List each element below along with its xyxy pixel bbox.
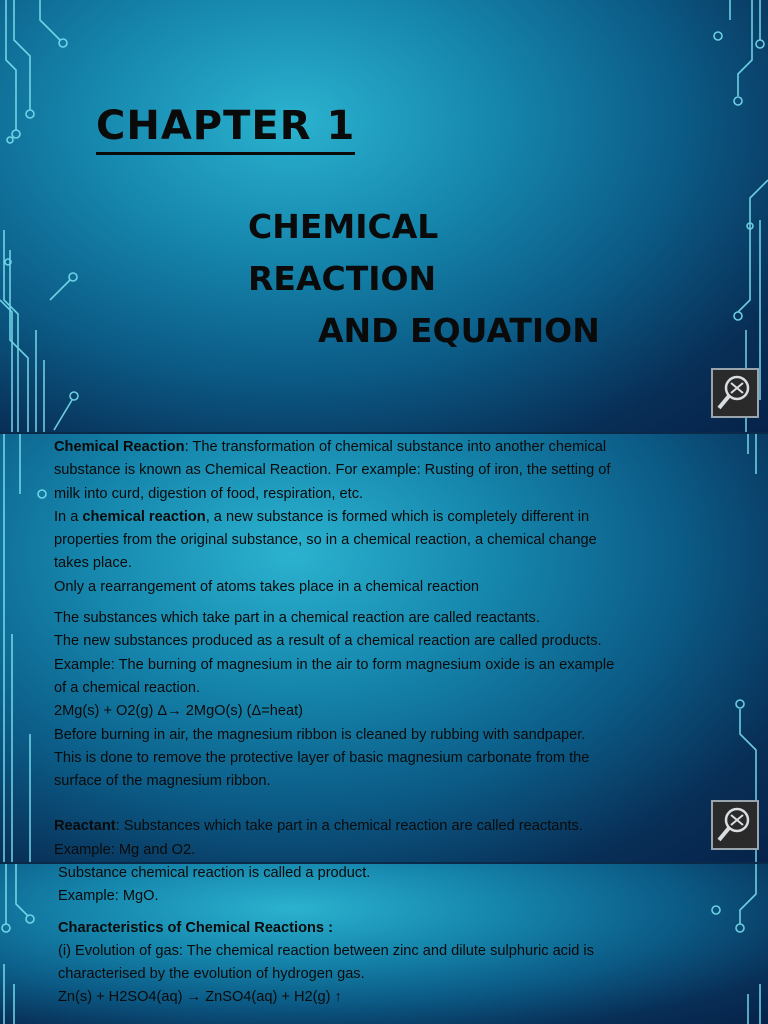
text-line: Example: Mg and O2. xyxy=(54,841,196,858)
title-line-1: CHEMICAL xyxy=(248,207,439,246)
content-slide-2 xyxy=(0,864,768,1024)
text-line: This is done to remove the protective layer of basic magnesium carbonate from the xyxy=(54,749,590,766)
heading-text: Characteristics of Chemical Reactions : xyxy=(58,919,333,936)
text-line: Before burning in air, the magnesium ribbon is cleaned by rubbing with sandpaper. xyxy=(54,726,586,743)
text-line: The substances which take part in a chemical reaction are called reactants. xyxy=(54,610,540,627)
title-slide xyxy=(0,0,768,432)
content-slide-1 xyxy=(0,434,768,862)
text-line: Substance chemical reaction is called a product. xyxy=(58,865,371,881)
text-line: takes place. xyxy=(54,555,132,572)
text-line: : The transformation of chemical substance into another chemical xyxy=(184,439,607,455)
text-line: of a chemical reaction. xyxy=(54,679,201,696)
text-line: Example: MgO. xyxy=(58,888,159,905)
title-line-3: AND EQUATION xyxy=(318,311,600,350)
equation-magnesium: 2Mg(s) + O2(g) Δ→ 2MgO(s) (Δ=heat) xyxy=(54,703,303,720)
heading-characteristics xyxy=(58,917,738,940)
text-line: milk into curd, digestion of food, respiration, etc. xyxy=(54,485,364,502)
term-chemical-reaction: Chemical Reaction xyxy=(54,439,185,455)
text-line: Only a rearrangement of atoms takes place in a chemical reaction xyxy=(54,578,480,595)
slide3-text xyxy=(58,864,738,1010)
text-line: (i) Evolution of gas: The chemical reaction between zinc and dilute sulphuric acid is xyxy=(58,942,594,959)
title-line-2: REACTION xyxy=(248,259,437,298)
term-chemical-reaction-2: chemical reaction xyxy=(82,508,206,525)
magnifier-logo-icon xyxy=(711,800,759,850)
para-reactant xyxy=(54,815,734,838)
text-line: The new substances produced as a result of a chemical reaction are called products. xyxy=(54,633,602,650)
text-line: properties from the original substance, so in a chemical reaction, a chemical change xyxy=(54,532,597,549)
text-line: , a new substance is formed which is completely different in xyxy=(205,508,590,525)
text-line: substance is known as Chemical Reaction. For example: Rusting of iron, the setting of xyxy=(54,462,611,479)
text-line: surface of the magnesium ribbon. xyxy=(54,773,271,790)
term-reactant: Reactant xyxy=(54,818,116,835)
text-line: : Substances which take part in a chemical reaction are called reactants. xyxy=(115,818,583,835)
magnifier-logo-icon xyxy=(711,368,759,418)
chapter-title: CHAPTER 1 xyxy=(96,102,355,155)
para-chemical-reaction xyxy=(54,436,734,459)
text-line: characterised by the evolution of hydrogen gas. xyxy=(58,966,365,983)
slide2-text xyxy=(54,436,734,862)
equation-zinc: Zn(s) + H2SO4(aq) → ZnSO4(aq) + H2(g) ↑ xyxy=(58,989,342,1006)
text-line: Example: The burning of magnesium in the air to form magnesium oxide is an example xyxy=(54,656,615,673)
text-line: In a xyxy=(54,508,83,525)
para-new-substance xyxy=(54,506,734,529)
